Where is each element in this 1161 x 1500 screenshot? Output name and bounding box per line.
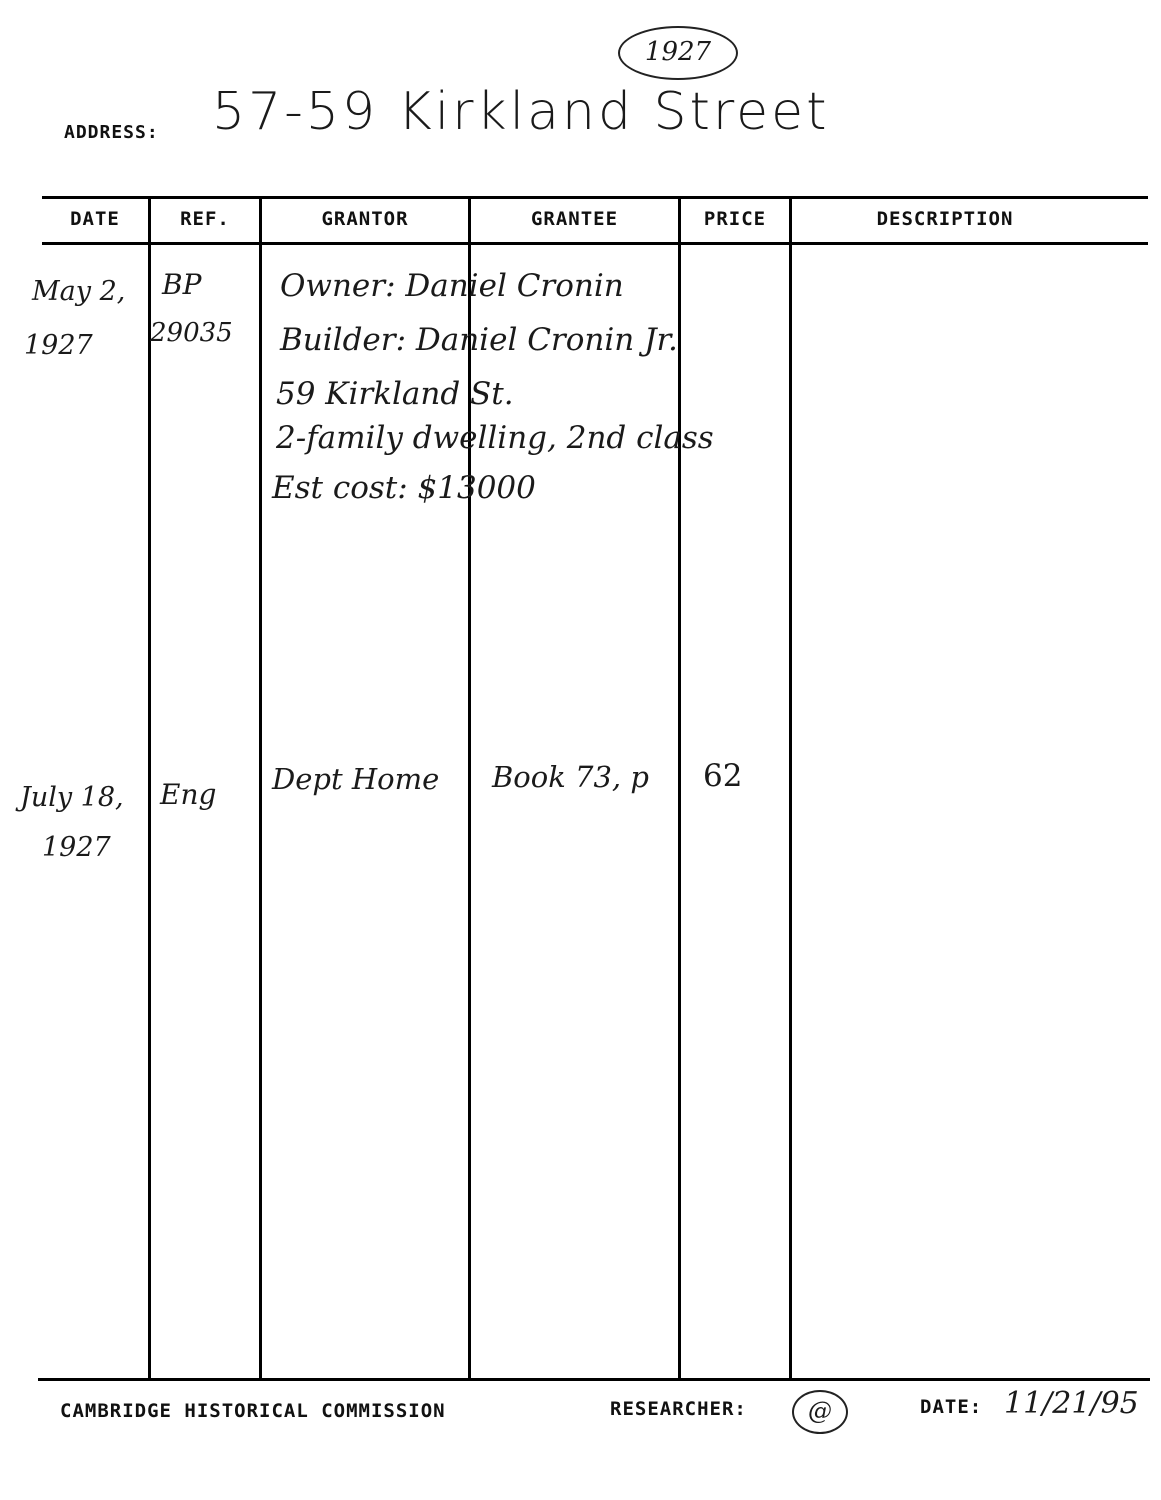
entry-date-line1: July 18, bbox=[20, 782, 124, 813]
entry-ref-line2: 29035 bbox=[150, 318, 233, 348]
entry-grantor: Dept Home bbox=[272, 762, 440, 796]
address-value: 57-59 Kirkland Street bbox=[212, 82, 830, 142]
commission-name: CAMBRIDGE HISTORICAL COMMISSION bbox=[60, 1400, 446, 1422]
researcher-initial: @ bbox=[808, 1397, 832, 1425]
entry-grantee: Book 73, p bbox=[492, 760, 649, 794]
entry-date-line2: 1927 bbox=[42, 832, 111, 863]
column-header-price: PRICE bbox=[703, 208, 767, 230]
column-header-grantee: GRANTEE bbox=[530, 208, 619, 230]
column-header-date: DATE bbox=[70, 208, 120, 230]
column-header-description: DESCRIPTION bbox=[876, 208, 1014, 230]
entry-text-line4: 2-family dwelling, 2nd class bbox=[276, 420, 714, 456]
researcher-label: RESEARCHER: bbox=[610, 1398, 747, 1420]
header-bottom-border bbox=[42, 242, 1148, 245]
entry-text-line2: Builder: Daniel Cronin Jr. bbox=[280, 322, 678, 358]
table-bottom-border bbox=[38, 1378, 1150, 1381]
column-divider-1 bbox=[148, 198, 151, 1379]
date-value: 11/21/95 bbox=[1004, 1386, 1139, 1421]
column-header-ref: REF. bbox=[180, 208, 230, 230]
column-divider-2 bbox=[259, 198, 262, 1379]
researcher-value bbox=[792, 1390, 848, 1434]
year-annotation-text: 1927 bbox=[644, 37, 712, 67]
entry-date-line2: 1927 bbox=[24, 330, 93, 361]
entry-text-line3: 59 Kirkland St. bbox=[276, 376, 514, 412]
entry-text-line1: Owner: Daniel Cronin bbox=[280, 268, 624, 304]
table-top-border bbox=[42, 196, 1148, 199]
entry-ref: Eng bbox=[160, 778, 217, 811]
date-label: DATE: bbox=[920, 1396, 983, 1418]
entry-price: 62 bbox=[703, 758, 743, 794]
column-divider-4 bbox=[678, 198, 681, 1379]
entry-date-line1: May 2, bbox=[32, 276, 126, 307]
year-annotation bbox=[618, 26, 738, 80]
column-divider-5 bbox=[789, 198, 792, 1379]
entry-ref-line1: BP bbox=[162, 268, 202, 301]
column-header-grantor: GRANTOR bbox=[321, 208, 409, 230]
entry-text-line5: Est cost: $13000 bbox=[272, 470, 536, 506]
address-label: ADDRESS: bbox=[64, 122, 159, 143]
